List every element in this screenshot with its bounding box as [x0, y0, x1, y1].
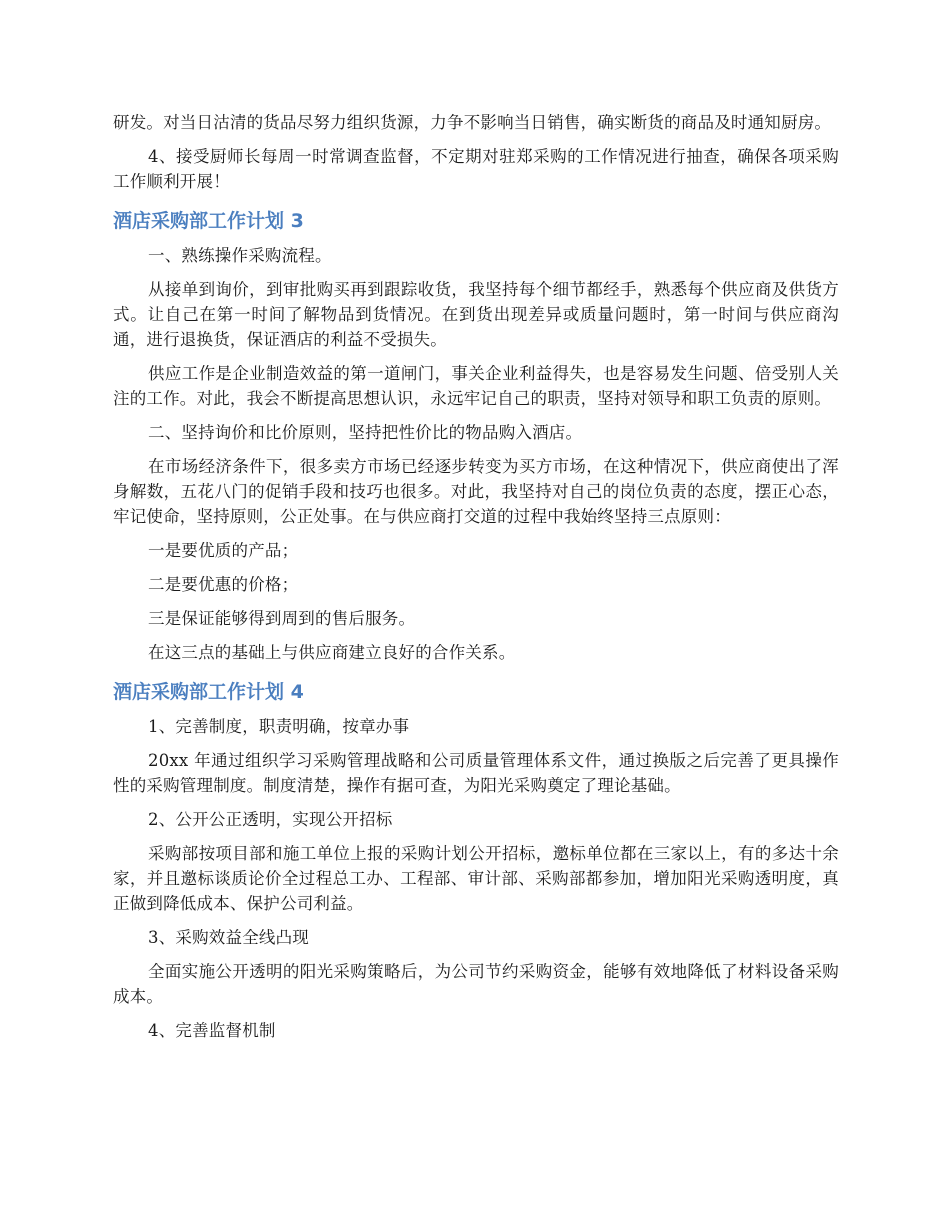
document-page [113, 110, 839, 1052]
paragraph: 从接单到询价，到审批购买再到跟踪收货，我坚持每个细节都经手，熟悉每个供应商及供货方式。让自己在第一时间了解物品到货情况。在到货出现差异或质量问题时，第一时间与供应商沟通，进行退换货，保证酒店的利益不受损失。 [113, 280, 839, 349]
paragraph: 3、采购效益全线凸现 [148, 928, 309, 947]
paragraph: 二、坚持询价和比价原则，坚持把性价比的物品购入酒店。 [148, 423, 583, 442]
paragraph: 一、熟练操作采购流程。 [148, 246, 332, 265]
paragraph: 供应工作是企业制造效益的第一道闸门，事关企业利益得失，也是容易发生问题、倍受别人关注的工作。对此，我会不断提高思想认识，永远牢记自己的职责，坚持对领导和职工负责的原则。 [113, 364, 839, 408]
section-heading-3: 酒店采购部工作计划 3 [113, 210, 304, 232]
paragraph: 二是要优惠的价格； [148, 575, 299, 594]
paragraph: 采购部按项目部和施工单位上报的采购计划公开招标，邀标单位都在三家以上，有的多达十余家，并且邀标谈质论价全过程总工办、工程部、审计部、采购部都参加，增加阳光采购透明度，真正做到降低成本、保护公司利益。 [113, 844, 839, 913]
paragraph: 三是保证能够得到周到的售后服务。 [148, 609, 416, 628]
paragraph: 全面实施公开透明的阳光采购策略后，为公司节约采购资金，能够有效地降低了材料设备采购成本。 [113, 962, 839, 1006]
paragraph: 20xx 年通过组织学习采购管理战略和公司质量管理体系文件，通过换版之后完善了更具操作性的采购管理制度。制度清楚，操作有据可查，为阳光采购奠定了理论基础。 [113, 751, 839, 795]
paragraph: 在市场经济条件下，很多卖方市场已经逐步转变为买方市场，在这种情况下，供应商使出了浑身解数，五花八门的促销手段和技巧也很多。对此，我坚持对自己的岗位负责的态度，摆正心态，牢记使命，坚持原则，公正处事。在与供应商打交道的过程中我始终坚持三点原则： [113, 457, 839, 526]
paragraph: 4、接受厨师长每周一时常调查监督，不定期对驻郑采购的工作情况进行抽查，确保各项采购工作顺利开展！ [113, 147, 839, 191]
paragraph: 在这三点的基础上与供应商建立良好的合作关系。 [148, 643, 516, 662]
paragraph: 1、完善制度，职责明确，按章办事 [148, 717, 410, 736]
paragraph: 一是要优质的产品； [148, 541, 299, 560]
paragraph: 2、公开公正透明，实现公开招标 [148, 810, 393, 829]
paragraph: 研发。对当日沽清的货品尽努力组织货源，力争不影响当日销售，确实断货的商品及时通知厨房。 [113, 113, 832, 132]
section-heading-4: 酒店采购部工作计划 4 [113, 681, 304, 703]
paragraph: 4、完善监督机制 [148, 1021, 276, 1040]
